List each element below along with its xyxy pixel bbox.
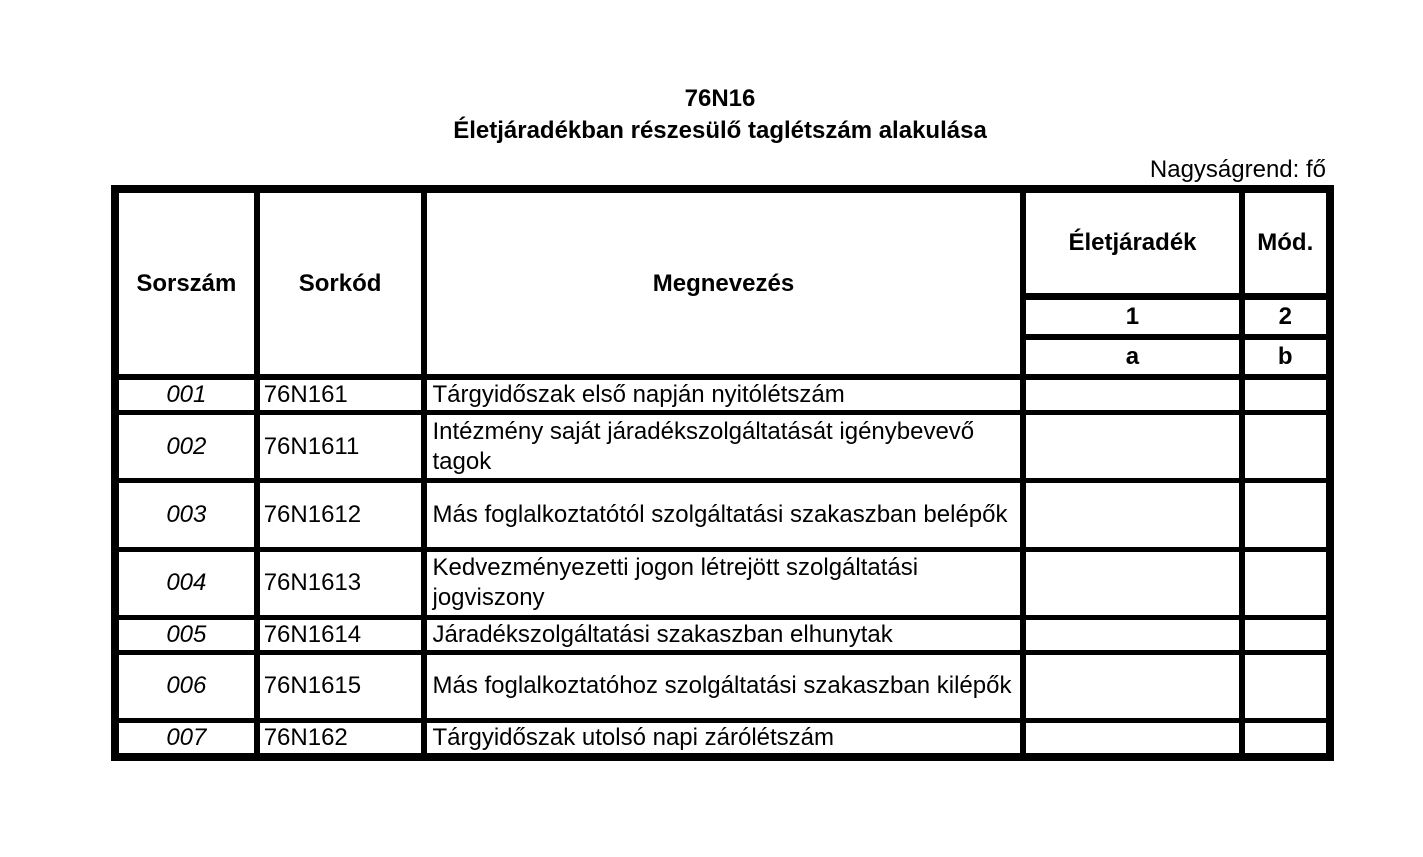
row-sorszam: 005 xyxy=(115,617,257,652)
row-sorkod: 76N1611 xyxy=(257,413,424,481)
table-row xyxy=(115,377,1330,413)
row-eletjaradek-cell[interactable] xyxy=(1023,481,1241,549)
table-row xyxy=(115,720,1330,757)
row-eletjaradek-cell[interactable] xyxy=(1023,720,1241,757)
row-sorszam: 004 xyxy=(115,549,257,617)
header-mod: Mód. xyxy=(1242,189,1330,297)
row-mod-cell[interactable] xyxy=(1242,617,1330,652)
row-megnevezes: Járadékszolgáltatási szakaszban elhunytak xyxy=(424,617,1024,652)
table-row xyxy=(115,549,1330,617)
row-sorkod: 76N1615 xyxy=(257,652,424,720)
row-sorkod: 76N1614 xyxy=(257,617,424,652)
row-megnevezes: Más foglalkoztatótól szolgáltatási szakaszban belépők xyxy=(424,481,1024,549)
row-eletjaradek-cell[interactable] xyxy=(1023,549,1241,617)
row-mod-cell[interactable] xyxy=(1242,481,1330,549)
row-sorkod: 76N161 xyxy=(257,377,424,413)
row-sorkod: 76N1613 xyxy=(257,549,424,617)
row-eletjaradek-cell[interactable] xyxy=(1023,652,1241,720)
row-mod-cell[interactable] xyxy=(1242,413,1330,481)
table-title: Életjáradékban részesülő taglétszám alakulása xyxy=(453,117,987,144)
row-mod-cell[interactable] xyxy=(1242,720,1330,757)
row-mod-cell[interactable] xyxy=(1242,652,1330,720)
table-row xyxy=(115,617,1330,652)
row-megnevezes: Kedvezményezetti jogon létrejött szolgáltatási jogviszony xyxy=(424,549,1024,617)
header-mod-letter: b xyxy=(1242,337,1330,377)
unit-label: Nagyságrend: fő xyxy=(1149,156,1326,183)
table-row xyxy=(115,652,1330,720)
row-megnevezes: Tárgyidőszak első napján nyitólétszám xyxy=(424,377,1024,413)
row-megnevezes: Más foglalkoztatóhoz szolgáltatási szakaszban kilépők xyxy=(424,652,1024,720)
header-eletjaradek: Életjáradék xyxy=(1023,189,1241,297)
row-megnevezes: Intézmény saját járadékszolgáltatását igénybevevő tagok xyxy=(424,413,1024,481)
row-eletjaradek-cell[interactable] xyxy=(1023,377,1241,413)
header-mod-number: 2 xyxy=(1242,297,1330,338)
row-megnevezes: Tárgyidőszak utolsó napi zárólétszám xyxy=(424,720,1024,757)
row-sorszam: 002 xyxy=(115,413,257,481)
row-eletjaradek-cell[interactable] xyxy=(1023,413,1241,481)
row-sorszam: 007 xyxy=(115,720,257,757)
header-sorszam: Sorszám xyxy=(115,189,257,377)
header-eletjaradek-letter: a xyxy=(1023,337,1241,377)
row-mod-cell[interactable] xyxy=(1242,377,1330,413)
row-eletjaradek-cell[interactable] xyxy=(1023,617,1241,652)
header-sorkod: Sorkód xyxy=(257,189,424,377)
data-table xyxy=(111,185,1334,761)
row-sorszam: 006 xyxy=(115,652,257,720)
row-sorkod: 76N1612 xyxy=(257,481,424,549)
row-mod-cell[interactable] xyxy=(1242,549,1330,617)
header-eletjaradek-number: 1 xyxy=(1023,297,1241,338)
row-sorkod: 76N162 xyxy=(257,720,424,757)
header-megnevezes: Megnevezés xyxy=(424,189,1024,377)
table-code-title: 76N16 xyxy=(684,85,756,112)
row-sorszam: 001 xyxy=(115,377,257,413)
row-sorszam: 003 xyxy=(115,481,257,549)
table-row xyxy=(115,481,1330,549)
table-row xyxy=(115,413,1330,481)
